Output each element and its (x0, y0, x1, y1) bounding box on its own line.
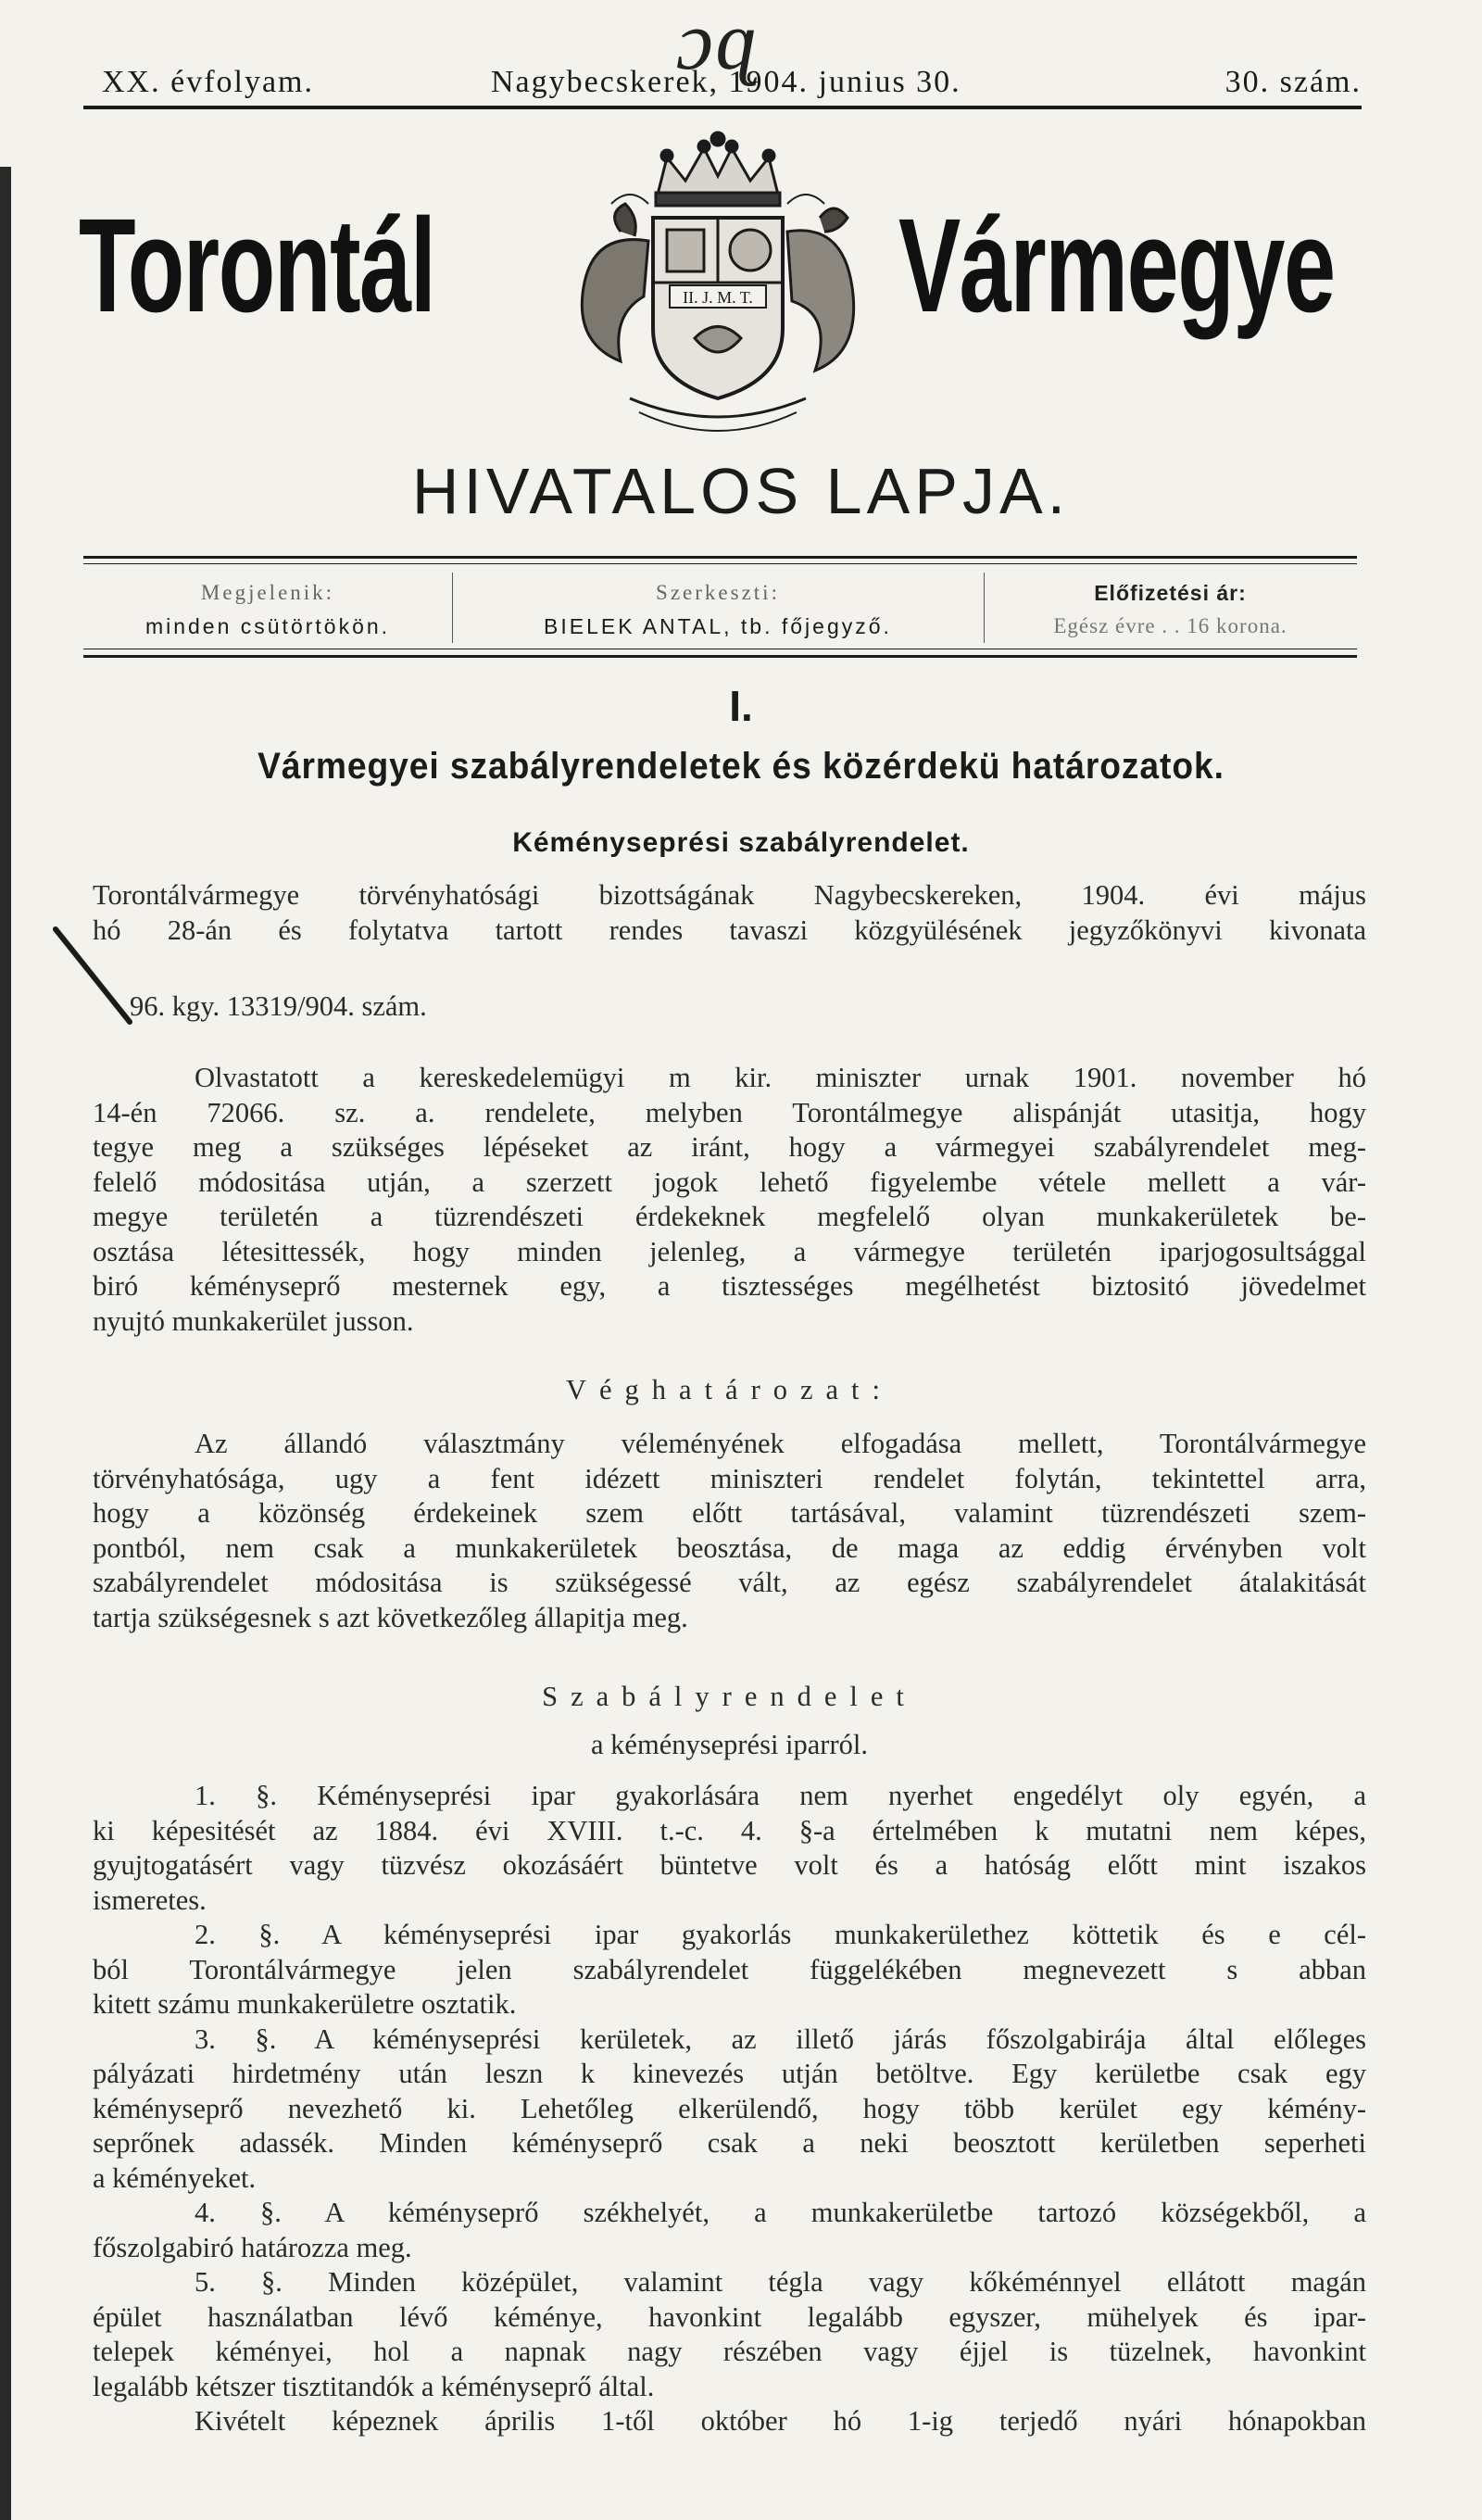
text-line: Olvastatott a kereskedelemügyi m kir. miniszter urnak 1901. november hó (195, 1062, 1366, 1093)
text-line: felelő módositása utján, a szerzett jogok lehető figyelembe vétele mellett a vár- (93, 1166, 1366, 1198)
statute-subheading: a kéményseprési iparról. (591, 1729, 868, 1760)
text-line: ismeretes. (93, 1884, 207, 1916)
editor-label: Szerkeszti: (656, 581, 780, 604)
issue-header (102, 65, 1362, 102)
handwritten-mark: ɔ ɋ (676, 0, 748, 87)
subscription-label: Előfizetési ár: (1094, 581, 1247, 605)
publication-schedule (83, 576, 452, 643)
text-line: legalább kétszer tisztitandók a kéményseprő által. (93, 2370, 655, 2402)
text-line: a kéményeket. (93, 2161, 257, 2194)
text-line: megye területén a tüzrendészeti érdekeknek megfelelő olyan munkakerületek be- (93, 1201, 1366, 1232)
text-line: ki képesitését az 1884. évi XVIII. t.-c. 4. §-a értelmében k mutatni nem képes, (93, 1814, 1366, 1846)
header-rule (83, 106, 1362, 109)
text-line: 3. §. A kéményseprési kerületek, az illető járás főszolgabirája által előleges (195, 2022, 1366, 2055)
info-rule-top-thin (83, 563, 1357, 564)
volume-label: XX. évfolyam. (102, 65, 315, 99)
text-line: 14-én 72066. sz. a. rendelete, melyben Torontálmegye alispánját utasitja, hogy (93, 1096, 1366, 1128)
text-line: pályázati hirdetmény után leszn k kinevezés utján betöltve. Egy kerületbe csak egy (93, 2058, 1366, 2089)
text-line: osztása létesittessék, hogy minden jelenleg, a vármegye területén iparjogosultsággal (93, 1235, 1366, 1267)
section-title: Vármegyei szabályrendeletek és közérdekü határozatok. (257, 746, 1225, 787)
statute-section-5 (93, 2265, 1366, 2404)
statute-body (93, 1779, 1366, 2439)
text-line: szabályrendelet módositása is szükségessé vált, az egész szabályrendelet átalakitását (93, 1567, 1366, 1598)
statute-section-2 (93, 1918, 1366, 2022)
reference-line: 96. kgy. 13319/904. szám. (130, 990, 427, 1022)
text-line: gyujtogatásért vagy tüzvész okozásáért büntetve volt és a hatóság előtt mint iszakos (93, 1849, 1366, 1881)
text-line: hogy a közönség érdekeinek szem előtt tartásával, valamint tüzrendészeti szem- (93, 1497, 1366, 1529)
text-line: Az állandó választmány véleményének elfogadása mellett, Torontálvármegye (195, 1428, 1366, 1459)
statute-section-1 (93, 1779, 1366, 1918)
text-line: 4. §. A kéményseprő székhelyét, a munkakerületbe tartozó községekből, a (195, 2197, 1366, 2228)
reference-number (93, 989, 1366, 1025)
text-line: 5. §. Minden középület, valamint tégla vagy kőkéménnyel ellátott magán (195, 2266, 1366, 2298)
text-line: kitett számu munkakerületre osztatik. (93, 1988, 517, 2020)
text-line: telepek kéményei, hol a napnak nagy részében vagy éjjel is tüzelnek, havonkint (93, 2336, 1366, 2367)
masthead-subtitle: HIVATALOS LAPJA. (411, 455, 1071, 527)
place-date: Nagybecskerek, 1904. junius 30. (491, 65, 961, 99)
subscription-value: Egész évre . . 16 korona. (1053, 614, 1287, 637)
editor-value: BIELEK ANTAL, tb. főjegyző. (544, 614, 892, 638)
info-rule-top-thick (83, 556, 1357, 559)
text-line: tegye meg a szükséges lépéseket az iránt, hogy a vármegyei szabályrendelet meg- (93, 1131, 1366, 1163)
editor-info (452, 576, 984, 643)
intro-line: Torontálvármegye törvényhatósági bizottságának Nagybecskereken, 1904. évi május (93, 879, 1366, 911)
coat-of-arms-icon (556, 130, 880, 445)
masthead-title-left: Torontál (79, 191, 435, 340)
text-line: biró kéményseprő mesternek egy, a tisztességes megélhetést biztositó jövedelmet (93, 1270, 1366, 1302)
text-line: törvényhatósága, ugy a fent idézett miniszteri rendelet folytán, tekintettel arra, (93, 1462, 1366, 1494)
subscription-info (984, 576, 1357, 643)
issue-number: 30. szám. (1225, 65, 1362, 99)
statute-section-4 (93, 2196, 1366, 2265)
intro-line: hó 28-án és folytatva tartott rendes tavaszi közgyülésének jegyzőkönyvi kivonata (93, 914, 1366, 946)
statute-section-3 (93, 2022, 1366, 2197)
text-line: kéményseprő nevezhető ki. Lehetőleg elkerülendő, hogy több kerület egy kémény- (93, 2092, 1366, 2124)
text-line: seprőnek adassék. Minden kéményseprő csak a neki beosztott kerületben seperheti (93, 2127, 1366, 2159)
schedule-value: minden csütörtökön. (144, 614, 391, 638)
paragraph-2 (93, 1427, 1366, 1635)
section-number: I. (729, 682, 753, 730)
text-line: főszolgabiró határozza meg. (93, 2231, 412, 2263)
decision-heading: Véghatározat: (565, 1374, 894, 1405)
text-line: nyujtó munkakerület jusson. (93, 1304, 414, 1337)
info-rule-bottom-thick (83, 655, 1357, 658)
text-line: 2. §. A kéményseprési ipar gyakorlás munkakerülethez köttetik és e cél- (195, 1919, 1366, 1950)
text-line: ból Torontálvármegye jelen szabályrendelet függelékében megnevezett s abban (93, 1953, 1366, 1985)
text-line: 1. §. Kéményseprési ipar gyakorlására nem nyerhet engedélyt oly egyén, a (195, 1780, 1366, 1811)
text-line: Kivételt képeznek április 1-től október hó 1-ig terjedő nyári hónapokban (195, 2405, 1366, 2437)
paragraph-1 (93, 1061, 1366, 1339)
regulation-title: Kéményseprési szabályrendelet. (512, 827, 970, 858)
text-line: pontból, nem csak a munkakerületek beosztása, de maga az eddig érvényben volt (93, 1531, 1366, 1564)
masthead-title-right: Vármegye (898, 191, 1335, 340)
crest-inscription: II. J. M. T. (683, 288, 753, 307)
schedule-label: Megjelenik: (200, 581, 335, 604)
statute-heading: Szabályrendelet (542, 1681, 917, 1712)
text-line: épület használatban lévő kéménye, havonkint legalább egyszer, mühelyek és ipar- (93, 2300, 1366, 2333)
regulation-intro (93, 878, 1366, 948)
text-line: tartja szükségesnek s azt következőleg állapitja meg. (93, 1601, 688, 1633)
